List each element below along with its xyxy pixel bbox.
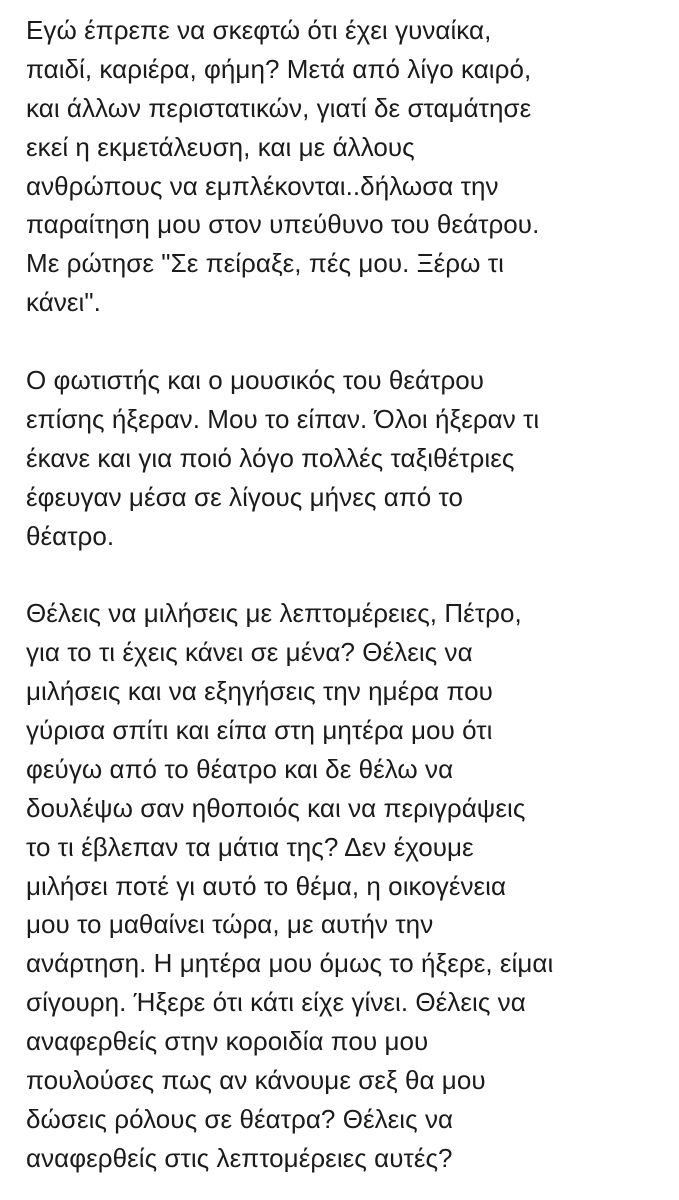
document-body <box>26 11 671 1178</box>
text-line: δώσεις ρόλους σε θέατρα? Θέλεις να <box>26 1103 454 1134</box>
text-line: κάνει". <box>26 287 101 318</box>
text-line: Με ρώτησε "Σε πείραξε, πές μου. Ξέρω τι <box>26 248 504 279</box>
text-line: το τι έβλεπαν τα μάτια της? Δεν έχουμε <box>26 831 474 862</box>
text-line: γύρισα σπίτι και είπα στη μητέρα μου ότι <box>26 715 493 746</box>
paragraph-3 <box>26 594 671 1177</box>
text-line: ανάρτηση. Η μητέρα μου όμως το ήξερε, είμαι <box>26 948 554 979</box>
text-line: θέατρο. <box>26 520 115 551</box>
text-line: Ο φωτιστής και ο μουσικός του θεάτρου <box>26 365 485 396</box>
text-line: έκανε και για ποιό λόγο πολλές ταξιθέτριες <box>26 442 515 473</box>
paragraph-1 <box>26 11 671 322</box>
text-line: έφευγαν μέσα σε λίγους μήνες από το <box>26 481 464 512</box>
text-line: αναφερθείς στις λεπτομέρειες αυτές? <box>26 1142 453 1173</box>
text-line: και άλλων περιστατικών, γιατί δε σταμάτησε <box>26 92 532 123</box>
paragraph-2 <box>26 361 671 555</box>
text-line: επίσης ήξεραν. Μου το είπαν. Όλοι ήξεραν τι <box>26 403 540 434</box>
text-line: σίγουρη. Ήξερε ότι κάτι είχε γίνει. Θέλεις να <box>26 987 526 1018</box>
text-line: παραίτηση μου στον υπεύθυνο του θεάτρου. <box>26 209 540 240</box>
paragraph-spacer <box>26 555 671 594</box>
text-line: Εγώ έπρεπε να σκεφτώ ότι έχει γυναίκα, <box>26 15 492 45</box>
text-line: Θέλεις να μιλήσεις με λεπτομέρειες, Πέτρο, <box>26 598 522 629</box>
text-line: μιλήσεις και να εξηγήσεις την ημέρα που <box>26 676 493 707</box>
text-line: εκεί η εκμετάλευση, και με άλλους <box>26 131 415 162</box>
paragraph-spacer <box>26 322 671 361</box>
text-line: δουλέψω σαν ηθοποιός και να περιγράψεις <box>26 792 526 823</box>
text-line: μου το μαθαίνει τώρα, με αυτήν την <box>26 909 434 940</box>
text-line: αναφερθείς στην κοροιδία που μου <box>26 1026 429 1057</box>
text-line: πουλούσες πως αν κάνουμε σεξ θα μου <box>26 1065 486 1096</box>
text-line: μιλήσει ποτέ γι αυτό το θέμα, η οικογένεια <box>26 870 507 901</box>
text-line: παιδί, καριέρα, φήμη? Μετά από λίγο καιρό, <box>26 53 532 84</box>
text-line: φεύγω από το θέατρο και δε θέλω να <box>26 753 454 784</box>
text-line: ανθρώπους να εμπλέκονται..δήλωσα την <box>26 170 499 201</box>
text-line: για το τι έχεις κάνει σε μένα? Θέλεις να <box>26 637 473 668</box>
